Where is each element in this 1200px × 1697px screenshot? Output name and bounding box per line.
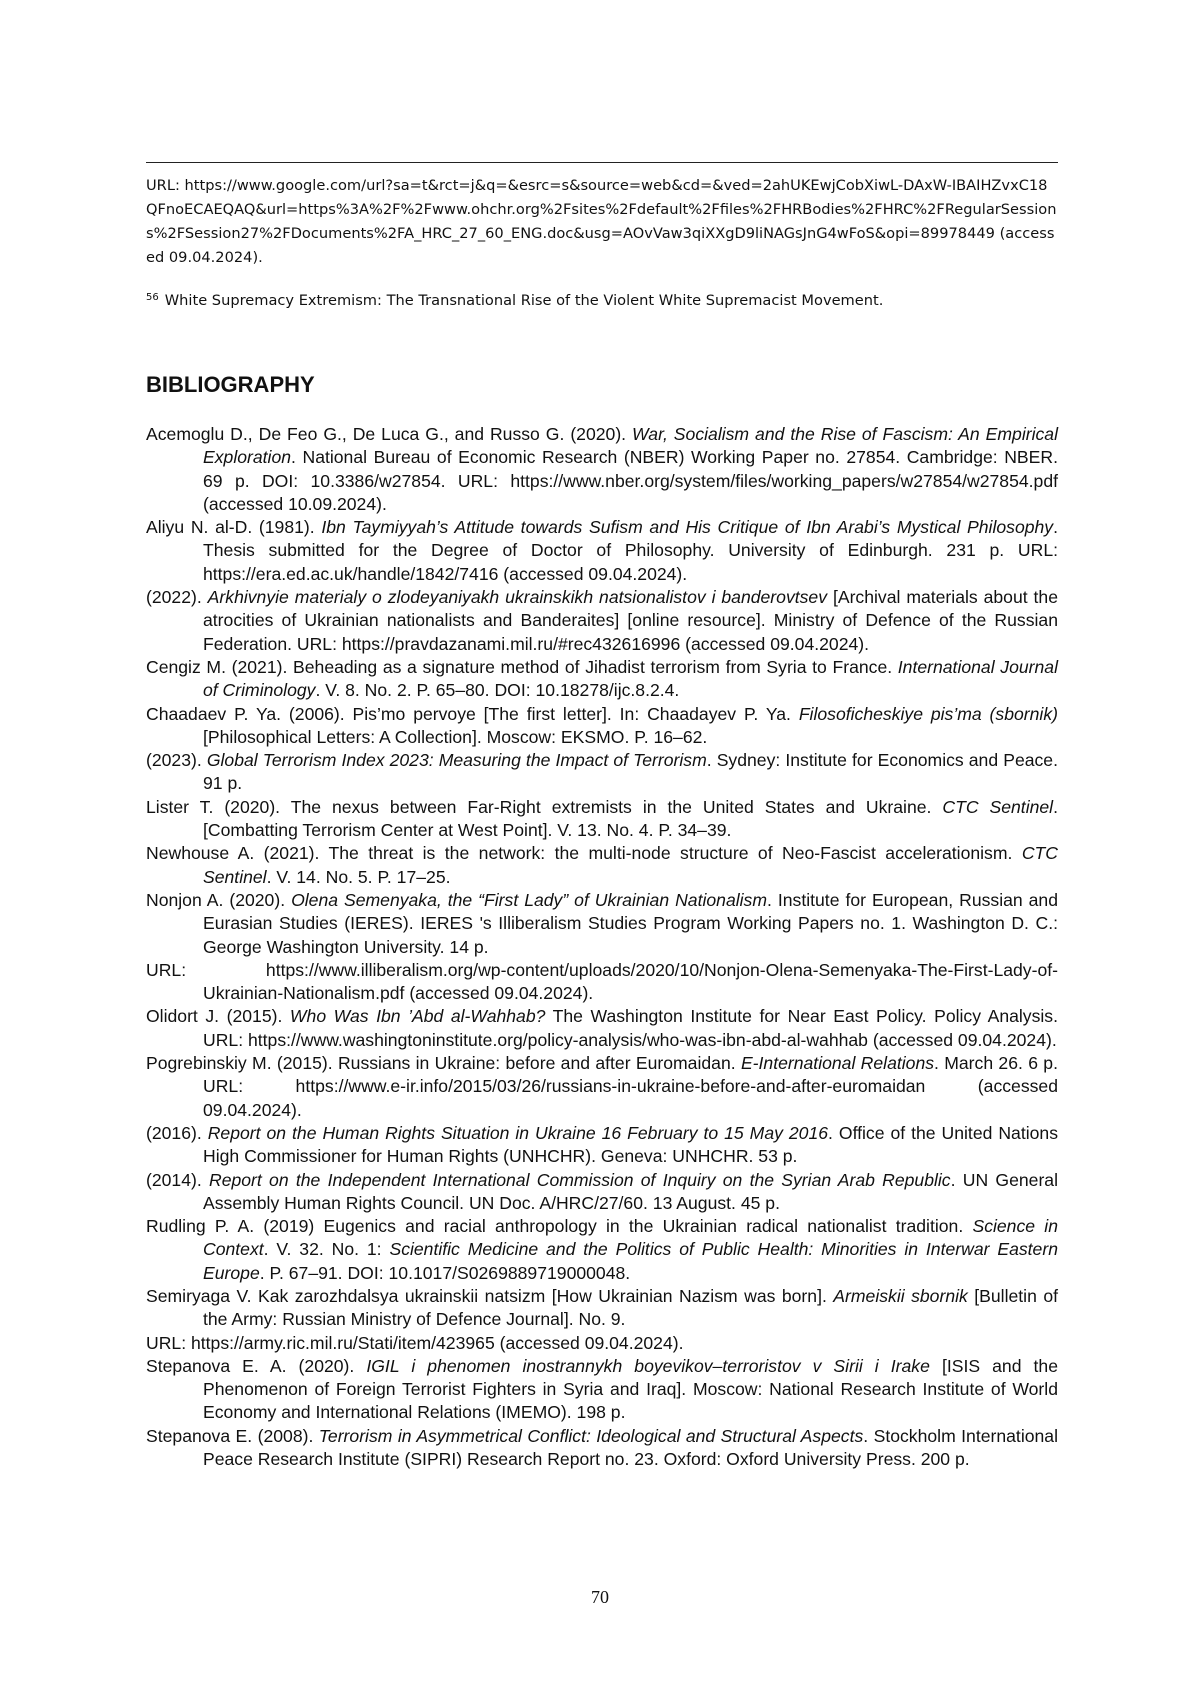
bibliography-entry (146, 1052, 1058, 1122)
entry-text: Nonjon A. (2020). (146, 889, 292, 910)
entry-title: Who Was Ibn ’Abd al-Wahhab? (289, 1006, 546, 1027)
bibliography-entry (146, 423, 1058, 516)
entry-text: (2016). (146, 1122, 208, 1143)
entry-title: IGIL i phenomen inostrannykh boyevikov–terroristov v Sirii i Irake (366, 1355, 930, 1376)
bibliography-entry (146, 749, 1058, 796)
bibliography-entry (146, 1169, 1058, 1216)
bibliography-heading: BIBLIOGRAPHY (146, 372, 315, 397)
footnote-divider (146, 162, 1058, 163)
entry-title: Terrorism in Asymmetrical Conflict: Ideological and Structural Aspects (318, 1425, 864, 1446)
entry-text: Olidort J. (2015). (146, 1006, 290, 1027)
entry-text: Cengiz M. (2021). Beheading as a signature method of Jihadist terrorism from Syria to France. (146, 656, 898, 677)
entry-title: E-International Relations (740, 1053, 935, 1074)
entry-text: . National Bureau of Economic Research (NBER) Working Paper no. 27854. Cambridge: NBER. 69 p. DOI: 10.3386/w27854. URL: https://www.nber.org/system/files/working_papers/w27854/w27854.pdf (accessed 10.09.2024). (203, 447, 1058, 514)
entry-title: Armeiskii sbornik (833, 1285, 968, 1306)
bibliography-entry (146, 516, 1058, 586)
entry-text: . UN General Assembly Human Rights Council. UN Doc. A/HRC/27/60. 13 August. 45 p. (203, 1169, 1058, 1213)
entry-title: Science in Context (203, 1216, 1058, 1260)
entry-text: Acemoglu D., De Feo G., De Luca G., and Russo G. (2020). (146, 424, 633, 444)
entry-title: Ibn Taymiyyah’s Attitude towards Sufism and His Critique of Ibn Arabi’s Mystical Philosophy (321, 517, 1054, 538)
entry-title: International Journal of Criminology (203, 656, 1058, 701)
footnote-56 (146, 286, 1058, 313)
entry-text: Stepanova E. A. (2020). (146, 1355, 367, 1376)
entry-text: Newhouse A. (2021). The threat is the network: the multi-node structure of Neo-Fascist accelerationism. (146, 843, 1022, 864)
entry-text: Semiryaga V. Kak zarozhdalsya ukrainskii natsizm [How Ukrainian Nazism was born]. (146, 1285, 834, 1306)
entry-text: . [Combatting Terrorism Center at West Point]. V. 13. No. 4. P. 34–39. (203, 796, 1058, 841)
entry-text: . V. 32. No. 1: (263, 1239, 390, 1260)
bibliography-entry (146, 656, 1058, 703)
entry-title: Report on the Human Rights Situation in Ukraine 16 February to 15 May 2016 (207, 1122, 829, 1143)
bibliography-entry (146, 703, 1058, 750)
bibliography-entry (146, 1215, 1058, 1285)
entry-text: . March 26. 6 p. URL: https://www.e-ir.info/2015/03/26/russians-in-ukraine-before-and-after-euromaidan (accessed 09.04.2024). (203, 1053, 1058, 1120)
entry-text: . Thesis submitted for the Degree of Doctor of Philosophy. University of Edinburgh. 231 p. URL: https://era.ed.ac.uk/handle/1842/7416 (accessed 09.04.2024). (203, 517, 1058, 584)
bibliography-entry (146, 1425, 1058, 1472)
entry-text: . Sydney: Institute for Economics and Peace. 91 p. (203, 750, 1058, 794)
entry-title: Scientific Medicine and the Politics of Public Health: Minorities in Interwar Eastern Europe (203, 1239, 1058, 1283)
entry-text: [Bulletin of the Army: Russian Ministry of Defence Journal]. No. 9. (203, 1285, 1058, 1330)
bibliography-entry (146, 1285, 1058, 1355)
entry-title: War, Socialism and the Rise of Fascism: An Empirical Exploration (203, 424, 1058, 468)
entry-text: Stepanova E. (2008). (146, 1425, 319, 1446)
entry-text: . Office of the United Nations High Commissioner for Human Rights (UNHCHR). Geneva: UNHCHR. 53 p. (203, 1122, 1059, 1167)
entry-url: URL: https://www.illiberalism.org/wp-content/uploads/2020/10/Nonjon-Olena-Semenyaka-The-First-Lady-of-Ukrainian-Nationalism.pdf (accessed 09.04.2024). (146, 959, 1058, 1004)
footnote-url: URL: https://www.google.com/url?sa=t&rct=j&q=&esrc=s&source=web&cd=&ved=2ahUKEwjCobXiwL-DAxW-IBAIHZvxC18QFnoECAEQAQ&url=https%3A%2F%2Fwww.ohchr.org%2Fsites%2Fdefault%2Ffiles%2FHRBodies%2FHRC%2FRegularSessions%2FSession27%2FDocuments%2FA_HRC_27_60_ENG.doc&usg=AOvVaw3qiXXgD9liNAGsJnG4wFoS&opi=89978449 (accessed 09.04.2024). (146, 177, 1057, 266)
footnote-number: 56 (146, 292, 159, 303)
bibliography-entry (146, 796, 1058, 843)
bibliography-entry (146, 842, 1058, 889)
bibliography-entry (146, 1005, 1058, 1052)
bibliography-list (146, 423, 1058, 1471)
bibliography-entry (146, 1122, 1058, 1169)
entry-text: Aliyu N. al-D. (1981). (146, 517, 322, 538)
entry-text: Lister T. (2020). The nexus between Far-Right extremists in the United States and Ukraine. (146, 796, 943, 817)
entry-text: Pogrebinskiy M. (2015). Russians in Ukraine: before and after Euromaidan. (146, 1053, 741, 1074)
entry-title: Report on the Independent International Commission of Inquiry on the Syrian Arab Republic (209, 1169, 951, 1190)
page-number: 70 (591, 1587, 609, 1607)
entry-url: URL: https://army.ric.mil.ru/Stati/item/423965 (accessed 09.04.2024). (146, 1332, 684, 1353)
entry-text: Chaadaev P. Ya. (2006). Pis’mo pervoye [The first letter]. In: Chaadayev P. Ya. (146, 703, 799, 724)
entry-text: [ISIS and the Phenomenon of Foreign Terrorist Fighters in Syria and Iraq]. Moscow: National Research Institute of World Economy and International Relations (IMEMO). 198 p. (203, 1355, 1058, 1423)
entry-title: Olena Semenyaka, the “First Lady” of Ukrainian Nationalism (291, 889, 768, 910)
bibliography-entry (146, 586, 1058, 656)
bibliography-entry (146, 889, 1058, 1005)
entry-text: (2014). (146, 1169, 209, 1190)
entry-text: . Institute for European, Russian and Eurasian Studies (IERES). IERES 's Illiberalism Studies Program Working Papers no. 1. Washington D. C.: George Washington University. 14 p. (203, 889, 1058, 957)
entry-text: . V. 8. No. 2. P. 65–80. DOI: 10.18278/ijc.8.2.4. (315, 680, 680, 701)
entry-text: . V. 14. No. 5. P. 17–25. (266, 866, 451, 887)
entry-title: CTC Sentinel (942, 796, 1054, 817)
entry-title: Global Terrorism Index 2023: Measuring the Impact of Terrorism (206, 750, 707, 771)
footnote-text: White Supremacy Extremism: The Transnational Rise of the Violent White Supremacist Movement. (164, 292, 884, 309)
entry-title: Arkhivnyie materialy o zlodeyaniyakh ukrainskikh natsionalistov i banderovtsev (207, 587, 828, 608)
entry-text: (2023). (146, 750, 207, 771)
entry-text: [Archival materials about the atrocities of Ukrainian nationalists and Banderaites] [online resource]. Ministry of Defence of the Russian Federation. URL: https://pravdazanami.mil.ru/#rec432616996 (accessed 09.04.2024). (203, 587, 1059, 654)
bibliography-entry (146, 1355, 1058, 1425)
entry-text: . Stockholm International Peace Research Institute (SIPRI) Research Report no. 23. Oxford: Oxford University Press. 200 p. (203, 1425, 1058, 1470)
entry-title: Filosoficheskiye pis’ma (sbornik) (798, 703, 1058, 724)
entry-text: [Philosophical Letters: A Collection]. Moscow: EKSMO. P. 16–62. (203, 726, 708, 747)
entry-text: (2022). (146, 587, 208, 608)
footnotes (146, 174, 1058, 313)
entry-text: Rudling P. A. (2019) Eugenics and racial anthropology in the Ukrainian radical nationalist tradition. (146, 1216, 973, 1237)
entry-text: . P. 67–91. DOI: 10.1017/S0269889719000048. (259, 1262, 631, 1283)
entry-title: CTC Sentinel (203, 843, 1058, 887)
entry-text: The Washington Institute for Near East Policy. Policy Analysis. URL: https://www.washingtoninstitute.org/policy-analysis/who-was-ibn-abd-al-wahhab (accessed 09.04.2024). (203, 1006, 1058, 1050)
